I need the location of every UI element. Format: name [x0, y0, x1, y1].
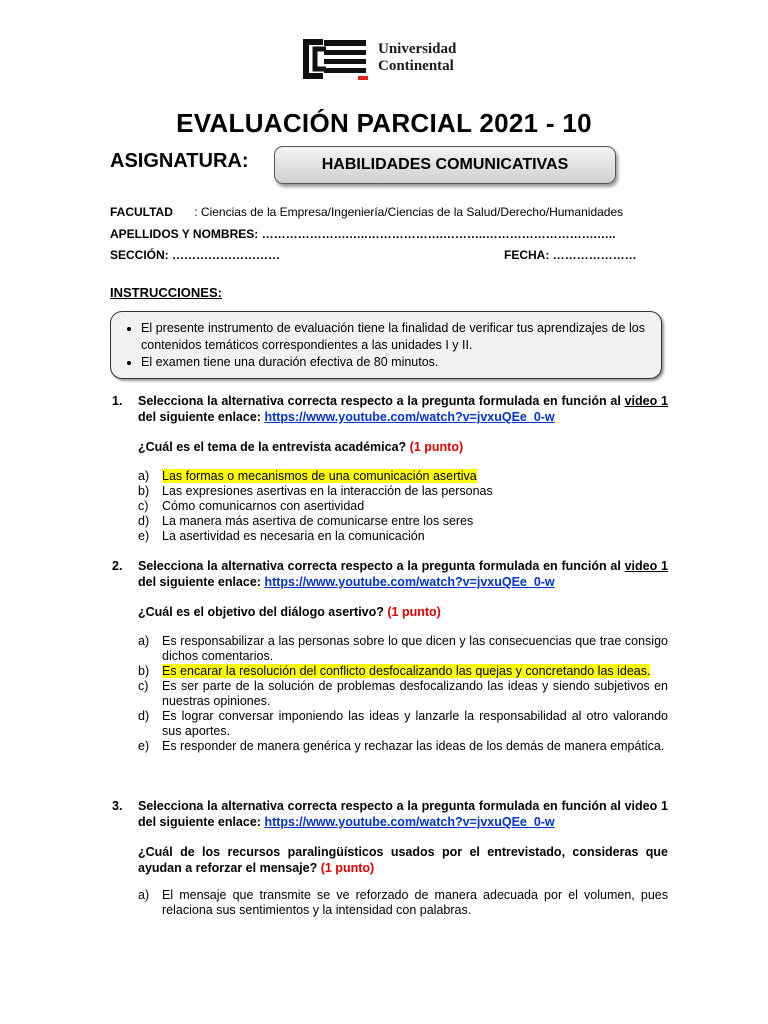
question-text: ¿Cuál de los recursos paralingüísticos usados por el entrevistado, consideras que ayudan a reforzar el mensaje? (1 punto): [138, 845, 668, 875]
date-label: FECHA:: [504, 248, 550, 262]
question-number: 1.: [112, 394, 123, 408]
question-instruction: Selecciona la alternativa correcta respecto a la pregunta formulada en función al video 1 del siguiente enlace: https://www.youtube.com/watch?v=jvxuQEe_0-w: [138, 559, 668, 589]
options-list: [138, 888, 668, 918]
university-name: [378, 41, 456, 75]
subject-box: HABILIDADES COMUNICATIVAS: [274, 146, 616, 184]
option-c[interactable]: c) Cómo comunicarnos con asertividad: [138, 499, 365, 513]
question-text: ¿Cuál es el objetivo del diálogo asertivo? (1 punto): [138, 605, 441, 619]
instructions-title: INSTRUCCIONES:: [110, 285, 222, 300]
university-logo: [302, 38, 482, 80]
option-d[interactable]: d) Es lograr conversar imponiendo las ideas y lanzarle la responsabilidad al otro valorando sus aportes.: [138, 709, 668, 738]
question-instruction: Selecciona la alternativa correcta respecto a la pregunta formulada en función al video 1 del siguiente enlace: https://www.youtube.com/watch?v=jvxuQEe_0-w: [138, 799, 668, 829]
university-name-line1: Universidad: [378, 41, 457, 57]
points-badge: (1 punto): [387, 605, 441, 619]
instructions-list: [111, 312, 661, 371]
video-ref: video 1: [624, 799, 668, 813]
university-name-line2: Continental: [378, 58, 454, 74]
points-badge: (1 punto): [409, 440, 464, 454]
instructions-box: [110, 311, 662, 379]
points-badge: (1 punto): [320, 861, 375, 875]
names-blank: ………………….…..……………….………..……………………….…..: [261, 227, 616, 241]
date-blank: …………………: [552, 248, 637, 262]
section-row: [110, 248, 280, 262]
question-number: 2.: [112, 559, 123, 573]
video-link[interactable]: https://www.youtube.com/watch?v=jvxuQEe_0-w: [264, 575, 555, 589]
option-b[interactable]: b) Las expresiones asertivas en la interacción de las personas: [138, 484, 493, 498]
question-1: [112, 393, 668, 544]
option-d[interactable]: d) La manera más asertiva de comunicarse entre los seres: [138, 514, 474, 528]
faculty-label: FACULTAD: [110, 205, 173, 219]
option-e[interactable]: e) Es responder de manera genérica y rechazar las ideas de los demás de manera empática.: [138, 739, 665, 753]
option-a[interactable]: a) Es responsabilizar a las personas sobre lo que dicen y las consecuencias que trae consigo dichos comentarios.: [138, 634, 668, 663]
option-e[interactable]: e) La asertividad es necesaria en la comunicación: [138, 529, 425, 543]
university-logo-icon: [302, 38, 368, 80]
question-3: [112, 798, 668, 918]
date-row: [504, 248, 637, 262]
options-list: [138, 469, 668, 544]
instruction-item: • El presente instrumento de evaluación tiene la finalidad de verificar tus aprendizajes de los contenidos temáticos correspondientes a las unidades I y II.: [141, 320, 645, 354]
question-instruction: Selecciona la alternativa correcta respecto a la pregunta formulada en función al video 1 del siguiente enlace: https://www.youtube.com/watch?v=jvxuQEe_0-w: [138, 394, 668, 424]
question-number: 3.: [112, 799, 123, 813]
question-text: ¿Cuál es el tema de la entrevista académica? (1 punto): [138, 440, 464, 454]
options-list: [138, 634, 668, 754]
subject-label: ASIGNATURA:: [110, 150, 249, 172]
option-a[interactable]: a) Las formas o mecanismos de una comunicación asertiva: [138, 469, 477, 483]
video-link[interactable]: https://www.youtube.com/watch?v=jvxuQEe_0-w: [264, 410, 555, 424]
section-blank: ………………………: [172, 248, 281, 262]
section-label: SECCIÓN:: [110, 248, 169, 262]
names-row: [110, 227, 616, 241]
instruction-item: • El examen tiene una duración efectiva de 80 minutos.: [141, 354, 645, 371]
names-label: APELLIDOS Y NOMBRES:: [110, 227, 259, 241]
video-link[interactable]: https://www.youtube.com/watch?v=jvxuQEe_0-w: [264, 815, 555, 829]
exam-title: EVALUACIÓN PARCIAL 2021 - 10: [176, 108, 592, 138]
option-b[interactable]: b) Es encarar la resolución del conflicto desfocalizando las quejas y concretando las ideas.: [138, 664, 651, 678]
video-ref: video 1: [624, 559, 668, 573]
video-ref: video 1: [624, 394, 668, 408]
faculty-value: : Ciencias de la Empresa/Ingeniería/Ciencias de la Salud/Derecho/Humanidades: [194, 205, 624, 219]
question-2: [112, 558, 668, 754]
option-c[interactable]: c) Es ser parte de la solución de problemas desfocalizando las ideas y siendo subjetivos en nuestras opiniones.: [138, 679, 668, 708]
faculty-row: [110, 205, 623, 219]
option-a[interactable]: a) El mensaje que transmite se ve reforzado de manera adecuada por el volumen, pues relaciona sus sentimientos y la intensidad con palabras.: [138, 888, 668, 917]
